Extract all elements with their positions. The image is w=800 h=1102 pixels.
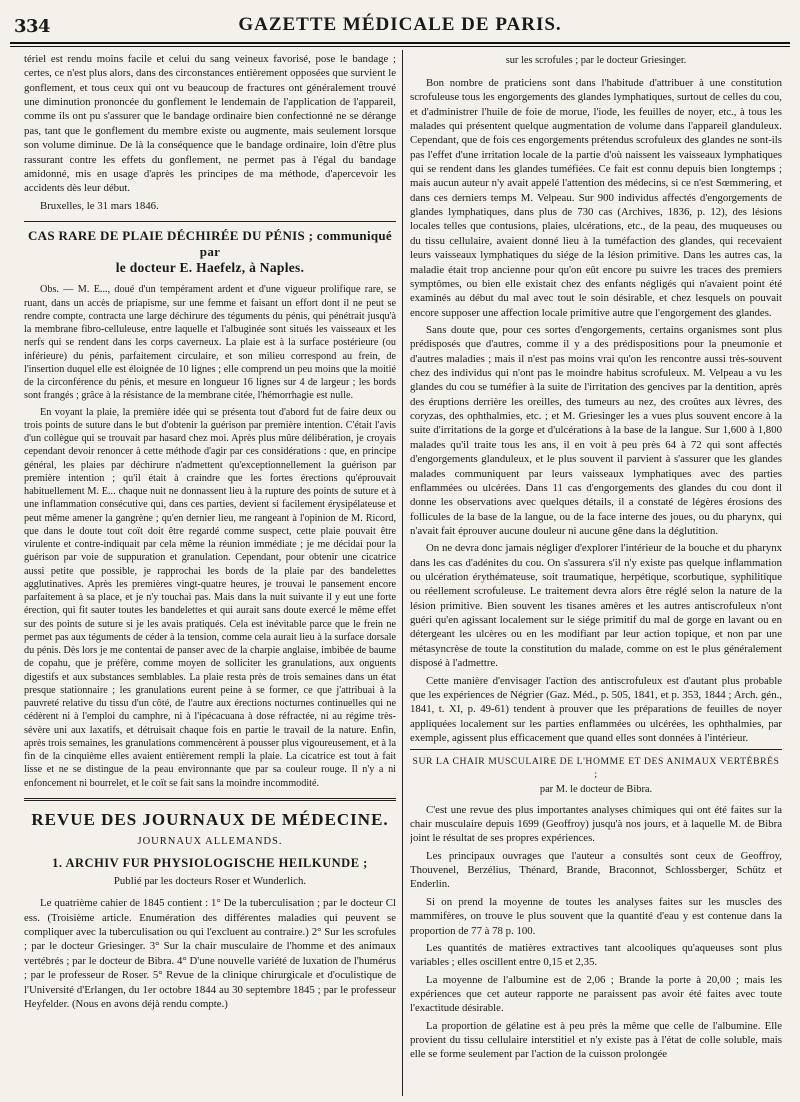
left-column	[24, 52, 396, 1094]
revue-title: REVUE DES JOURNAUX DE MÉDECINE.	[31, 809, 389, 829]
header-rule	[10, 42, 790, 44]
chair-paragraph-2: Les principaux ouvrages que l'auteur a consultés sont ceux de Geoffroy, Thouvenel, Berzélius, Thénard, Brande, Braconnot, Schlossberger, Schütz et Enderlin.	[410, 849, 782, 891]
scrofules-paragraph-2: Sans doute que, pour ces sortes d'engorgements, certains organismes sont plus prédisposés que d'autres, comme il y a des prédispositions pour la pneumonie et d'autres maladies ; mais il n'est pas moins vrai qu'on les rencontre aussi très-souvent chez des individus qui n'ont pas le moindre habitus scrofuleux. M. Velpeau a vu les glandes du cou se tuméfier à la suite de l'irritation des gencives par la dentition, après des éruptions derrière les oreilles, des tumeurs au nez, des croûtes aux lèvres, des coryzas, des ophthalmies, etc. ; et M. Griesinger les a vues plus souvent encore à la suite d'irritations de la gorge et d'ulcérations à la base de la langue. Sur 1,600 à 1,800 malades qu'il traite tous les ans, il en voit à peu près 64 à 72 qui sont affectés d'engorgements glanduleux, et le plus souvent il parvient à s'assurer que les glandes malades communiquent par leurs vaisseaux lymphatiques avec des parties enflammées ou ulcérées. Dans 11 cas d'engorgements des glandes du cou dont il donne les observations avec quelques détails, il a constaté de légères érosions des follicules de la base de la langue, ou de la face interne des joues, ou du pharynx, qui n'avait fait éprouver aucune douleur ni aucune gêne dans la déglutition.	[410, 323, 782, 537]
page-header	[0, 0, 800, 46]
scrofules-heading: sur les scrofules ; par le docteur Griesinger.	[505, 55, 687, 66]
separator	[24, 221, 396, 222]
journal-title: GAZETTE MÉDICALE DE PARIS.	[238, 14, 562, 35]
chair-paragraph-1: C'est une revue des plus importantes analyses chimiques qui ont été faites sur la chair musculaire depuis 1699 (Geoffroy) jusqu'à nos jours, et à laquelle M. de Bibra joint le résultat de ses propres expériences.	[410, 803, 782, 845]
header-rule-thin	[10, 46, 790, 47]
fracture-paragraph: tériel est rendu moins facile et celui du sang veineux favorisé, pose le bandage ; certes, ce n'est plus alors, dans des circonstances entièrement opposées que survient le gonflement, et tous ceux qui ont vu beaucoup de fractures ont généralement trouvé une diminution prononcée du gonflement le lendemain de l'application de l'appareil, comme ils ont pu s'assurer que le bandage ordinaire bien confectionné ne se dérange pas, tant que le gonflement du membre existe ou augmente, mais seulement lorsque son volume diminue. De là la conséquence que le bandage ordinaire, loin d'être plus rassurant contre les effets du gonflement, ne permet pas à l'égal du bandage amidonné, mis en usage d'après les principes de ma méthode, d'apercevoir les accidents dès leur début.	[24, 53, 396, 195]
chair-musculaire-author: par M. le docteur de Bibra.	[539, 783, 653, 795]
contents-paragraph: Le quatrième cahier de 1845 contient : 1° De la tuberculisation ; par le docteur Cl ess. (Troisième article. Enumération des différentes maladies qui peuvent se compliquer avec la tuberculisation ou qui l'excluent au contraire.) 2° Sur les scrofules ; par le docteur Griesinger. 3° Sur la chair musculaire de l'homme et des animaux vertébrés ; par le docteur de Bibra. 4° D'une nouvelle variété de luxation de l'humérus ; par le professeur de Roser. 5° Revue de la clinique chirurgicale et d'oculistique de l'Université d'Erlangen, du 1er octobre 1844 au 30 septembre 1845 ; par le professeur Heyfelder. (Nous en avons déjà rendu compte.)	[24, 897, 396, 1010]
chair-paragraph-3: Si on prend la moyenne de toutes les analyses faites sur les muscles des mammifères, on trouve le plus souvent que la quantité d'eau y est contenue dans la proportion de 77 à 78 p. 100.	[410, 895, 782, 937]
treatment-paragraph: En voyant la plaie, la première idée qui se présenta tout d'abord fut de faire deux ou trois points de suture dans le but d'obtenir la guérison par première intention. C'était l'avis d'un collègue qui se trouvait par hasard chez moi. Après plus mûre délibération, je croyais cependant devoir renoncer à cette méthode d'agir par ces considérations : que, en principe général, les plaies par déchirure n'admettent qu'exceptionnellement la guérison par première intention ; qu'il était à craindre que les fortes érections qu'éprouvait habituellement M. E... chaque nuit ne donnassent lieu à la rupture des points de suture et à une inflammation consécutive qui, dans ces parties, devient si facilement érysipélateuse et peut même amener la gangrène ; qu'en dernier lieu, me rangeant à l'opinion de M. Ricord, que dans le doute tout coït doit être regardé comme suspect, cette plaie pouvait être virulente et contre-indiquait par cela même la réunion immédiate ; je me décidai pour la guérison par voie de suppuration et granulation. Cependant, pour obtenir une cicatrice aussi petite que possible, je rapprochai les bords de la plaie par des bandelettes agglutinatives. Après les premières vingt-quatre heures, je trouvai le pansement encore parfaitement à sa place, et je n'y touchai pas. Mais dans la nuit suivante il y eut une forte érection, qui fit sauter toutes les bandelettes et qui aurait sans doute exercé le même effet sur des points de suture si je les avais pratiqués. Cela est inévitable parce que le frein ne permet pas aux téguments de céder à la tension, comme cela aurait lieu à la surface dorsale du pénis. Dès lors je me contentai de panser avec de la charpie anglaise, imbibée de baume de copahu, que je préfère, comme moyen de solliciter les granulations, aux onguents digestifs et aux substances semblables. La plaie resta près de trois semaines dans un état presque stationnaire ; les granulations eurent peine à se former, ce que j'attribuai à la pauvreté relative du tissu d'un côté, de l'autre aux érections nocturnes continuelles qui ne cédèrent ni à l'emploi du camphre, ni à l'ipécacuana à dose réfractée, ni au régime très-sévère uni aux laxatifs, et détruisait chaque fois en partie le travail de la nature. Enfin, après trois semaines, les granulations commencèrent à pousser plus vigoureusement, et à la fin de la cinquième elles avaient entièrement rempli la plaie. La cicatrice est tout à fait lisse et ne se distingue de la peau environnante que par sa couleur rouge. Il n'y a ni enfoncement ni bourrelet, et le coït se fait sans la moindre incommodité.	[24, 406, 396, 789]
observation-paragraph: Obs. — M. E..., doué d'un tempérament ardent et d'une vigueur prolifique rare, se ruant, dans un accès de priapisme, sur une femme et faisant un effort dont il ne peut se rendre compte, contracta une large déchirure des téguments du pénis, qui pénétrait jusqu'à la membrane fibro-celluleuse, entre laquelle et l'albuginée sont situés les vaisseaux et les nerfs qui se rendent dans les corps caverneux. La plaie est à la surface postérieure (ou inférieure) du pénis, parfaitement circulaire, et son milieu correspond au frein, de l'insertion duquel elle est éloignée de 10 lignes ; elle comprend un peu moins que la moitié de la circonférence du pénis, et mesure en longueur 16 lignes sur 4 de largeur ; les bords sont frangés ; grâce à la résistance de la membrane citée, l'hémorrhagie est nulle.	[24, 284, 396, 402]
chair-paragraph-4: Les quantités de matières extractives tant alcooliques qu'aqueuses sont plus variables ; elles oscillent entre 0,15 et 2,35.	[410, 941, 782, 969]
scrofules-paragraph-4: Cette manière d'envisager l'action des antiscrofuleux est d'autant plus probable que les expériences de Négrier (Gaz. Méd., p. 505, 1841, et p. 353, 1844 ; Arch. gén., 1841, t. XI, p. 49-61) tendent à prouver que les préparations de feuilles de noyer appliquées localement sur les parties enflammées ou ulcérées, les ophthalmies, par exemple, agissent plus efficacement que quand elles sont données à l'intérieur.	[410, 674, 782, 744]
page-number: 334	[14, 16, 51, 37]
case-title	[24, 228, 396, 277]
right-column	[410, 52, 782, 1094]
column-divider	[402, 50, 403, 1096]
dateline: Bruxelles, le 31 mars 1846.	[40, 199, 159, 212]
publie-line: Publié par les docteurs Roser et Wunderlich.	[113, 875, 307, 888]
section-separator	[24, 798, 396, 801]
scrofules-paragraph-3: On ne devra donc jamais négliger d'explorer l'intérieur de la bouche et du pharynx dans les cas d'adénites du cou. On s'assurera s'il n'y existe pas quelque inflammation ou ulcération érythémateuse, soit traumatique, herpétique, scorbutique, syphilitique ou réellement scrofuleuse. Le traitement devra alors être réglé selon la nature de la lésion primitive. Bien souvent les tisanes amères et les autres antiscrofuleux n'ont guéri qu'en agissant localement sur le siége primitif du mal de gorge en lavant ou en détergeant les ulcères ou en les modifiant par leur action topique, et non par une métasyncrèse de toute la constitution du malade, comme on est le plus généralement disposé à l'admettre.	[410, 542, 782, 670]
journaux-heading: JOURNAUX ALLEMANDS.	[137, 836, 283, 848]
chair-paragraph-6: La proportion de gélatine est à peu près la même que celle de l'albumine. Elle provient du tissu cellulaire interstitiel et n'y existe pas à l'état de colle soluble, mais elle se forme seulement par l'action de la cuisson prolongée	[410, 1019, 782, 1061]
archiv-heading: 1. ARCHIV FUR PHYSIOLOGISCHE HEILKUNDE ;	[52, 856, 368, 871]
case-title-line2: le docteur E. Haefelz, à Naples.	[115, 260, 305, 276]
chair-paragraph-5: La moyenne de l'albumine est de 2,06 ; Brande la porte à 20,00 ; mais les expériences que cet auteur rapporte ne paraissent pas avoir été faites avec toute l'exactitude désirable.	[410, 973, 782, 1015]
scrofules-paragraph-1: Bon nombre de praticiens sont dans l'habitude d'attribuer à une constitution scrofuleuse tous les engorgements des glandes lymphatiques, surtout de celles du cou, et d'administrer l'huile de foie de morue, l'iode, les feuilles de noyer, etc., à tous les malades qui présentent quelque augmentation de volume dans l'appareil glanduleux. Cependant, que de fois ces engorgements prétendus scrofuleux des glandes ne sont-ils pas l'effet d'une irritation locale de la partie d'où naissent les vaisseaux lymphatiques qui se rendent dans les glandes tuméfiées. Ce fait est connu depuis bien longtemps ; mais aucun auteur n'y avait appelé l'attention des médecins, si ce n'est Sœmmering, et dans ces derniers temps M. Velpeau. Sur 900 individus affectés d'engorgements de glandes lymphatiques, dans plus de 730 cas (Archives, 1836, p. 12), des lésions locales telles que contusions, plaies, ulcérations, etc., de la peau, des muqueuses ou du tissu cellulaire, avaient donné lieu à la tuméfaction des glandes, qui recevaient leurs vaisseaux lymphatiques du siége de la lésion primitive. Dans les autres cas, la maladie était trop ancienne pour qu'on eût encore pu suivre les traces des premiers symptômes, ou bien elle existait chez des enfants négligés qui n'avaient point été examinés au début du mal avec tout le soin désirable, et chez lesquels on pouvait encore supposer une affection locale primitive autre que l'engorgement des glandes.	[410, 76, 782, 319]
case-title-line1: CAS RARE DE PLAIE DÉCHIRÉE DU PÉNIS ; communiqué par	[27, 227, 392, 260]
separator	[410, 749, 782, 750]
chair-musculaire-heading: SUR LA CHAIR MUSCULAIRE DE L'HOMME ET DES ANIMAUX VERTÉBRÉS ;	[412, 756, 780, 781]
